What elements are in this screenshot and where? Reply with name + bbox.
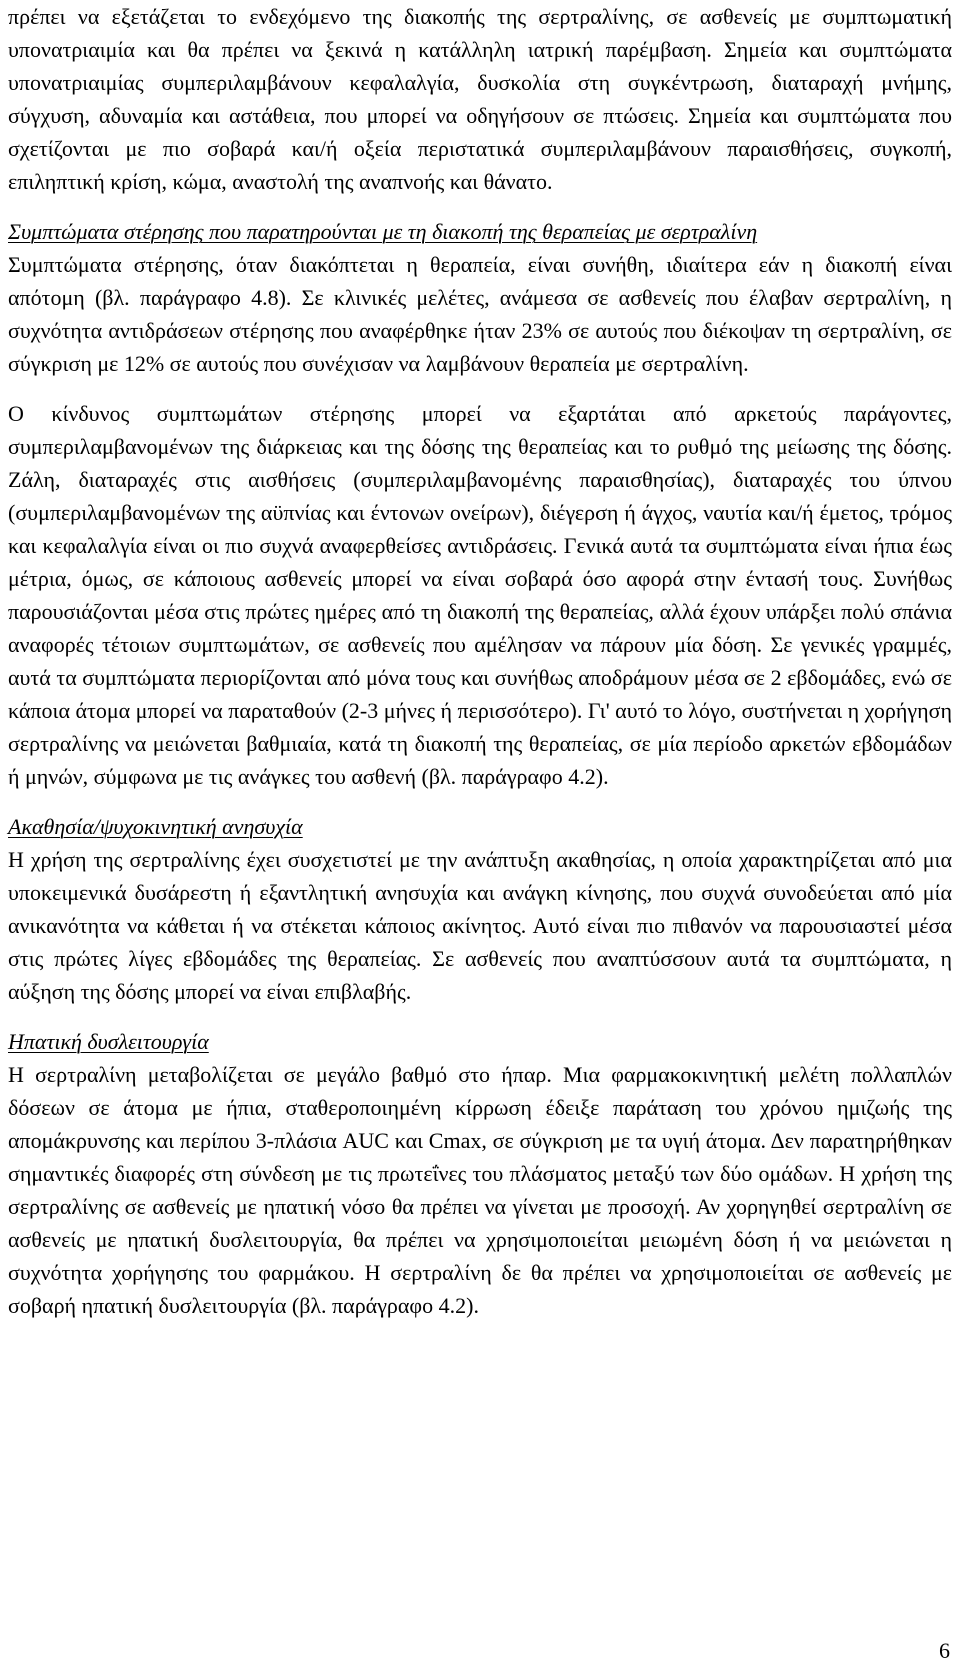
page-number: 6 (939, 1638, 950, 1663)
paragraph-text: πρέπει να εξετάζεται το ενδεχόμενο της διακοπής της σερτραλίνης, σε ασθενείς με συμπτωματική υπονατριαιμία και θα πρέπει να ξεκινά η κατάλληλη ιατρική παρέμβαση. Σημεία και συμπτώματα υπονατριαιμίας συμπεριλαμβάνουν κεφαλαλγία, δυσκολία στη συγκέντρωση, διαταραχή μνήμης, σύγχυση, αδυναμία και αστάθεια, που μπορεί να οδηγήσουν σε πτώσεις. Σημεία και συμπτώματα που σχετίζονται με πιο σοβαρά και/ή οξεία περιστατικά συμπεριλαμβάνουν παραισθήσεις, συγκοπή, επιληπτική κρίση, κώμα, αναστολή της αναπνοής και θάνατο. (8, 4, 952, 194)
document-page (8, 0, 952, 1322)
paragraph-text: Συμπτώματα στέρησης, όταν διακόπτεται η θεραπεία, είναι συνήθη, ιδιαίτερα εάν η διακοπή είναι απότομη (βλ. παράγραφο 4.8). Σε κλινικές μελέτες, ανάμεσα σε ασθενείς που έλαβαν σερτραλίνη, η συχνότητα αντιδράσεων στέρησης που αναφέρθηκε ήταν 23% σε αυτούς που διέκοψαν τη σερτραλίνη, σε σύγκριση με 12% σε αυτούς που συνέχισαν να λαμβάνουν θεραπεία με σερτραλίνη. (8, 252, 952, 376)
section-withdrawal-symptoms (8, 215, 952, 380)
section-hepatic-impairment (8, 1025, 952, 1322)
paragraph-text: Ο κίνδυνος συμπτωμάτων στέρησης μπορεί να εξαρτάται από αρκετούς παράγοντες, συμπεριλαμβανομένων της διάρκειας και της δόσης της θεραπείας και το ρυθμό της μείωσης της δόσης. Ζάλη, διαταραχές στις αισθήσεις (συμπεριλαμβανομένης παραισθησίας), διαταραχές του ύπνου (συμπεριλαμβανομένων της αϋπνίας και έντονων ονείρων), διέγερση ή άγχος, ναυτία και/ή έμετος, τρόμος και κεφαλαλγία είναι οι πιο συχνά αναφερθείσες αντιδράσεις. Γενικά αυτά τα συμπτώματα είναι ήπια έως μέτρια, όμως, σε κάποιους ασθενείς μπορεί να είναι σοβαρά όσο αφορά στην έντασή τους. Συνήθως παρουσιάζονται μέσα στις πρώτες ημέρες από τη διακοπή της θεραπείας, αλλά έχουν υπάρξει πολύ σπάνια αναφορές τέτοιων συμπτωμάτων, σε ασθενείς που αμέλησαν να πάρουν μία δόση. Σε γενικές γραμμές, αυτά τα συμπτώματα περιορίζονται από μόνα τους και συνήθως αποδράμουν μέσα σε 2 εβδομάδες, ενώ σε κάποια άτομα μπορεί να παραταθούν (2-3 μήνες ή περισσότερο). Γι' αυτό το λόγο, συστήνεται η χορήγηση σερτραλίνης να μειώνεται βαθμιαία, κατά τη διακοπή της θεραπείας, σε μία περίοδο αρκετών εβδομάδων ή μηνών, σύμφωνα με τις ανάγκες του ασθενή (βλ. παράγραφο 4.2). (8, 401, 952, 789)
paragraph-text: Η σερτραλίνη μεταβολίζεται σε μεγάλο βαθμό στο ήπαρ. Μια φαρμακοκινητική μελέτη πολλαπλών δόσεων σε άτομα με ήπια, σταθεροποιημένη κίρρωση έδειξε παράταση του χρόνου ημιζωής της απομάκρυνσης και περίπου 3-πλάσια AUC και Cmax, σε σύγκριση με τα υγιή άτομα. Δεν παρατηρήθηκαν σημαντικές διαφορές στη σύνδεση με τις πρωτεΐνες του πλάσματος μεταξύ των δύο ομάδων. Η χρήση της σερτραλίνης σε ασθενείς με ηπατική νόσο θα πρέπει να γίνεται με προσοχή. Αν χορηγηθεί σερτραλίνη σε ασθενείς με ηπατική δυσλειτουργία, θα πρέπει να χρησιμοποιείται μειωμένη δόση ή να μειώνεται η συχνότητα χορήγησης του φαρμάκου. Η σερτραλίνη δε θα πρέπει να χρησιμοποιείται σε ασθενείς με σοβαρή ηπατική δυσλειτουργία (βλ. παράγραφο 4.2). (8, 1062, 952, 1318)
paragraph-withdrawal-risk (8, 397, 952, 793)
section-akathisia (8, 810, 952, 1008)
paragraph-hyponatremia-continued (8, 0, 952, 198)
section-heading: Συμπτώματα στέρησης που παρατηρούνται με τη διακοπή της θεραπείας με σερτραλίνη (8, 219, 758, 244)
section-heading: Ηπατική δυσλειτουργία (8, 1029, 209, 1054)
paragraph-text: Η χρήση της σερτραλίνης έχει συσχετιστεί με την ανάπτυξη ακαθησίας, η οποία χαρακτηρίζεται από μια υποκειμενικά δυσάρεστη ή εξαντλητική ανησυχία και ανάγκη κίνησης, που συχνά συνοδεύεται από μία ανικανότητα να κάθεται ή να στέκεται κάποιος ακίνητος. Αυτό είναι πιο πιθανόν να παρουσιαστεί μέσα στις πρώτες λίγες εβδομάδες της θεραπείας. Σε ασθενείς που αναπτύσσουν αυτά τα συμπτώματα, η αύξηση της δόσης μπορεί να είναι επιβλαβής. (8, 847, 952, 1004)
section-heading: Ακαθησία/ψυχοκινητική ανησυχία (8, 814, 303, 839)
